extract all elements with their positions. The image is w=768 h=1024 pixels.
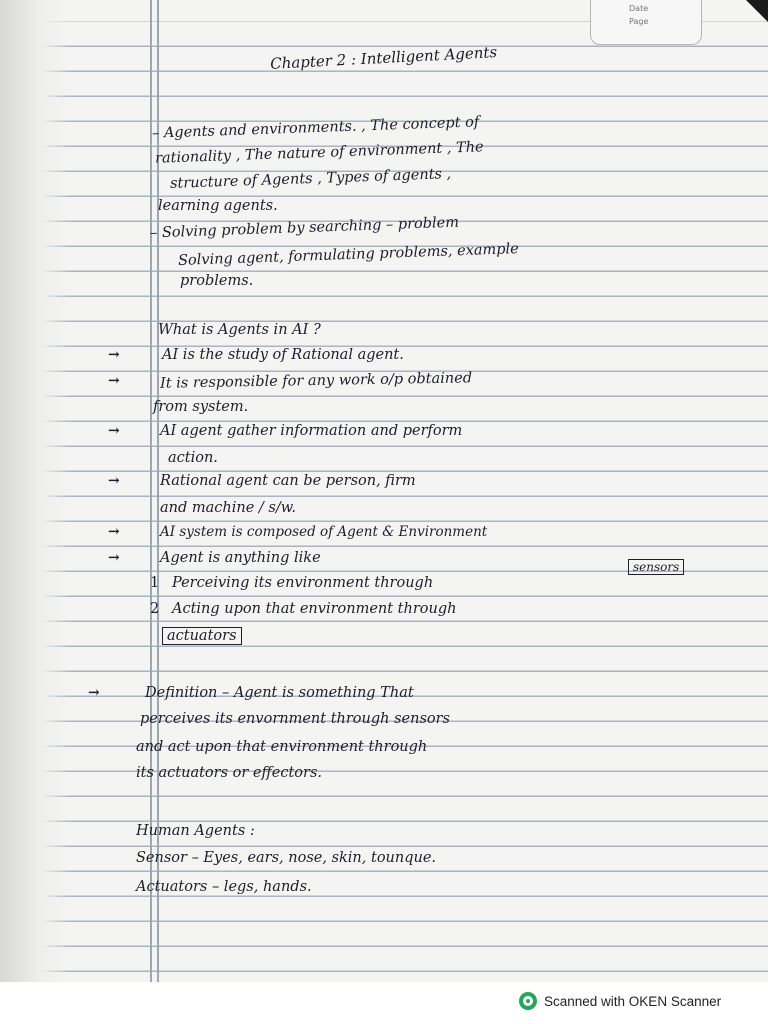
scanner-watermark [519, 990, 721, 1012]
chapter-title: Chapter 2 : Intelligent Agents [269, 43, 498, 73]
corner-tab [746, 0, 768, 22]
scanner-text: Scanned with OKEN Scanner [544, 993, 722, 1009]
actuators-box: actuators [162, 627, 242, 645]
scanner-logo-icon [519, 992, 537, 1010]
sensors-box: sensors [628, 559, 684, 575]
page-label: Page [629, 17, 649, 26]
notebook-page: Date Page Chapter 2 : Intelligent Agents – Agents and environments. , The concept of rationality , The nature of environment , The structure of Agents , Types of agents , learning agents. – Solving problem by searching – problem Solving agent, formulating problems, example problems. What is Agents in AI ? → AI is the study of Rational agent. → It is responsible for any work o/p obtained from system. → AI agent gather information and perform action. → Rational agent can be person, firm and machine / s/w. → AI system is composed of Agent & Environment → Agent is anything like 1 Perceiving its environment through sensors 2 Acting upon that environment through actuators → Definition – Agent is something That perceives its envornment through sensors and act upon that environment through its actuators or effectors. Human Agents : Sensor – Eyes, ears, nose, skin, tounque. Actuators – legs, hands. [0, 0, 768, 1024]
page-spine-shadow [0, 0, 70, 1024]
date-label: Date [629, 4, 649, 13]
